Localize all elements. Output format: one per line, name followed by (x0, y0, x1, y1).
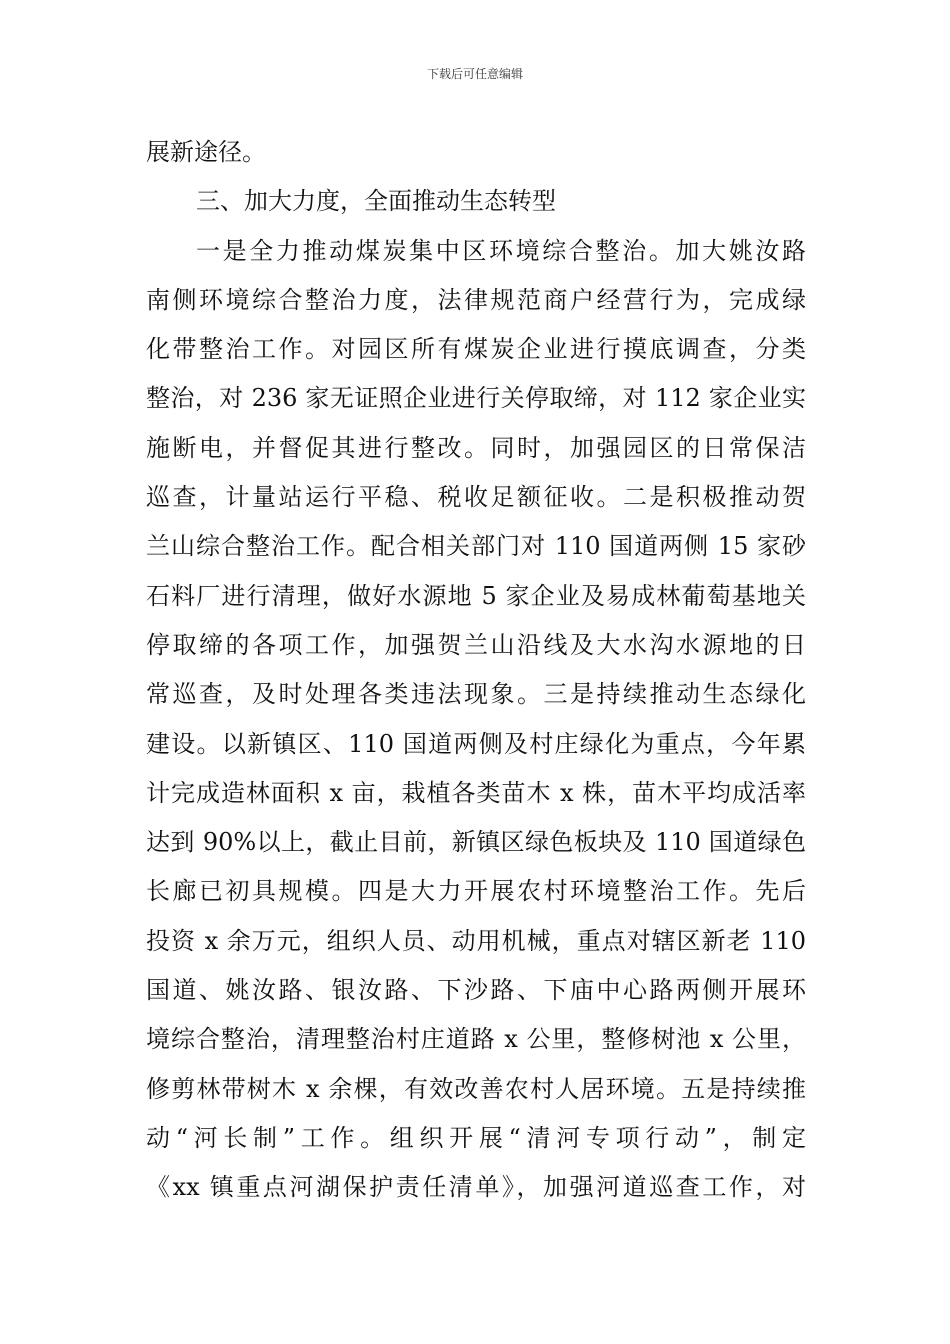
text-line: 施断电，并督促其进行整改。同时，加强园区的日常保洁 (146, 433, 806, 462)
text-line: 兰山综合整治工作。配合相关部门对 110 国道两侧 15 家砂 (146, 532, 806, 561)
text-line: 停取缔的各项工作，加强贺兰山沿线及大水沟水源地的日 (146, 630, 806, 659)
text-line: 国道、姚汝路、银汝路、下沙路、下庙中心路两侧开展环 (146, 976, 806, 1005)
text-line: 化带整治工作。对园区所有煤炭企业进行摸底调查，分类 (146, 335, 806, 364)
document-body (146, 128, 806, 1213)
text-line: 修剪林带树木 x 余棵，有效改善农村人居环境。五是持续推 (146, 1074, 806, 1103)
text-line: 整治，对 236 家无证照企业进行关停取缔，对 112 家企业实 (146, 384, 806, 413)
text-line: 《xx 镇重点河湖保护责任清单》，加强河道巡查工作，对 (146, 1173, 806, 1202)
text-line: 计完成造林面积 x 亩，栽植各类苗木 x 株，苗木平均成活率 (146, 778, 806, 807)
text-line: 巡查，计量站运行平稳、税收足额征收。二是积极推动贺 (146, 483, 806, 512)
text-line: 石料厂进行清理，做好水源地 5 家企业及易成林葡萄基地关 (146, 581, 806, 610)
text-line: 达到 90%以上，截止目前，新镇区绿色板块及 110 国道绿色 (146, 828, 806, 857)
text-line: 建设。以新镇区、110 国道两侧及村庄绿化为重点，今年累 (146, 729, 806, 758)
text-line: 一是全力推动煤炭集中区环境综合整治。加大姚汝路 (196, 236, 806, 265)
section-heading: 三、加大力度，全面推动生态转型 (196, 187, 556, 216)
page-header: 下载后可任意编辑 (426, 67, 523, 81)
text-line: 境综合整治，清理整治村庄道路 x 公里，整修树池 x 公里， (146, 1025, 806, 1054)
text-line: 投资 x 余万元，组织人员、动用机械，重点对辖区新老 110 (146, 926, 806, 955)
text-line: 南侧环境综合整治力度，法律规范商户经营行为，完成绿 (146, 285, 806, 314)
text-line: 常巡查，及时处理各类违法现象。三是持续推动生态绿化 (146, 680, 806, 709)
text-line: 动“河长制”工作。组织开展“清河专项行动”，制定 (146, 1123, 806, 1152)
text-line: 展新途径。 (146, 138, 266, 166)
text-line: 长廊已初具规模。四是大力开展农村环境整治工作。先后 (146, 877, 806, 906)
